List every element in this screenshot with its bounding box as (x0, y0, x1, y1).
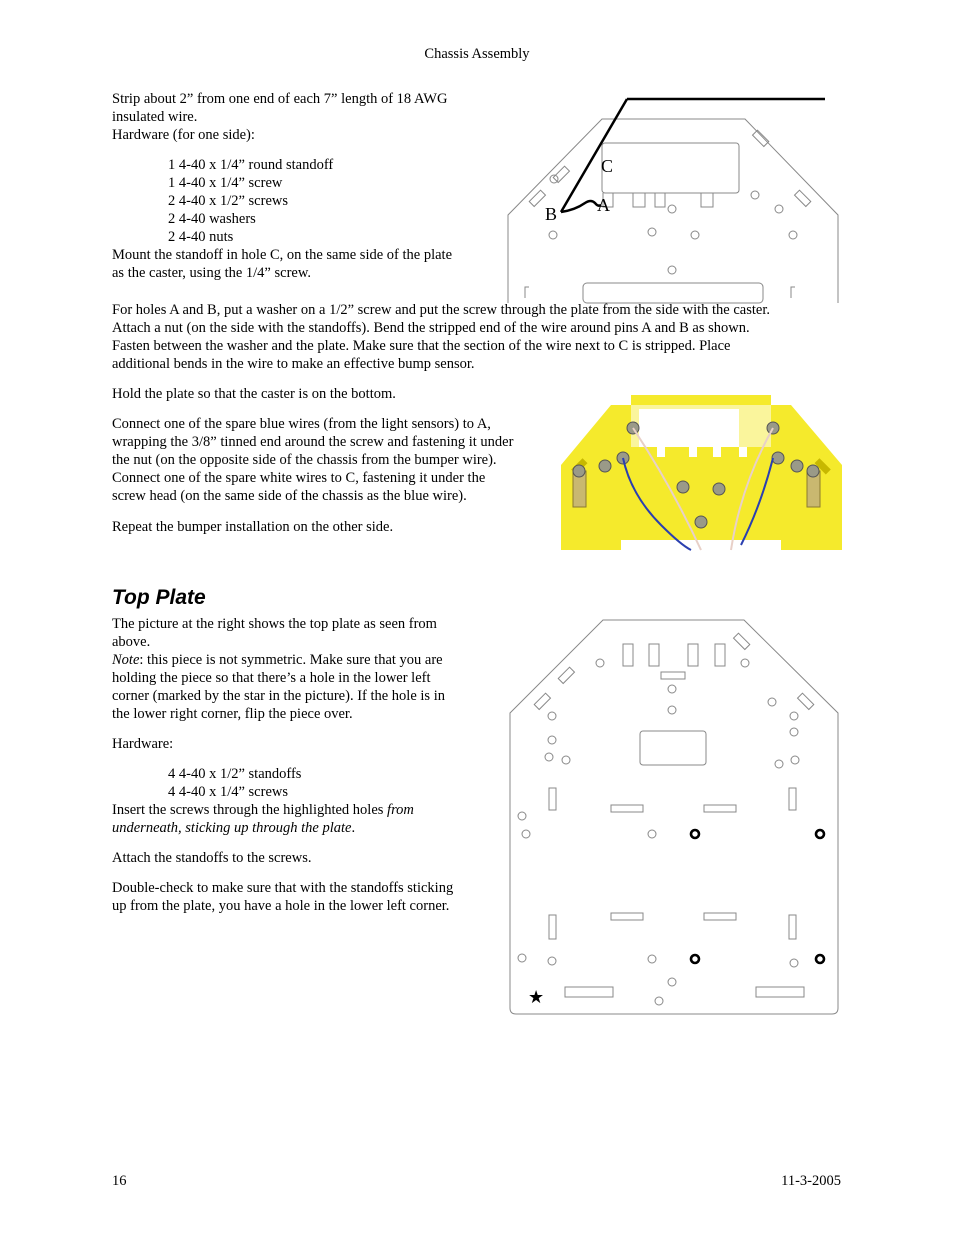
insert-emphasis-2: underneath, sticking up through the plate (112, 820, 352, 836)
bumper-plate-diagram (505, 95, 835, 305)
page-number: 16 (112, 1173, 127, 1189)
top-plate-text (112, 615, 492, 915)
hold-paragraph: Hold the plate so that the caster is on the bottom. (112, 386, 396, 402)
text-line: corner (marked by the star in the picture). If the hole is in (112, 688, 445, 704)
highlighted-hole (816, 830, 824, 838)
top-plate-diagram (508, 618, 840, 1016)
text-line: Mount the standoff in hole C, on the same side of the plate (112, 247, 453, 263)
text-line: as the caster, using the 1/4” screw. (112, 265, 311, 281)
list-item: 1 4-40 x 1/4” round standoff (168, 157, 334, 173)
text-line: Double-check to make sure that with the standoffs sticking (112, 880, 454, 896)
text-line: the lower right corner, flip the piece over. (112, 706, 353, 722)
text-line: Attach a nut (on the side with the standoffs). Bend the stripped end of the wire around pins A and B as shown. (112, 320, 750, 336)
label-b: B (545, 204, 558, 224)
text-line: screw head (on the same side of the chassis as the blue wire). (112, 488, 467, 504)
text-line: above. (112, 634, 151, 650)
highlighted-hole (691, 830, 699, 838)
text-line: additional bends in the wire to make an effective bump sensor. (112, 356, 475, 372)
note-text: : this piece is not symmetric. Make sure that you are (139, 652, 443, 668)
yellow-plate-photo (561, 395, 842, 550)
list-item: 2 4-40 x 1/2” screws (168, 193, 289, 209)
text-line: Fasten between the washer and the plate. Make sure that the section of the wire next to C is stripped. Place (112, 338, 731, 354)
section-heading-top-plate: Top Plate (112, 586, 206, 609)
text-line: The picture at the right shows the top plate as seen from (112, 616, 437, 632)
list-item: 4 4-40 x 1/2” standoffs (168, 766, 302, 782)
text-line: Strip about 2” from one end of each 7” length of 18 AWG (112, 91, 448, 107)
hardware-list (112, 765, 492, 801)
text-line: the nut (on the opposite side of the chassis from the bumper wire). (112, 452, 497, 468)
repeat-paragraph: Repeat the bumper installation on the other side. (112, 519, 394, 535)
list-item: 1 4-40 x 1/4” screw (168, 175, 283, 191)
list-item: 4 4-40 x 1/4” screws (168, 784, 289, 800)
strip-instructions (112, 90, 492, 282)
holes-paragraph (112, 301, 852, 373)
note-line (112, 651, 492, 669)
insert-text: Insert the screws through the highlighted holes (112, 802, 388, 818)
text-line: Hardware (for one side): (112, 127, 255, 143)
label-c: C (601, 156, 614, 176)
star-icon: ★ (528, 987, 545, 1008)
insert-line-2 (112, 819, 492, 837)
page-date: 11-3-2005 (781, 1173, 841, 1189)
label-a: A (597, 195, 610, 215)
text-line: Connect one of the spare white wires to C, fastening it under the (112, 470, 486, 486)
text-line: wrapping the 3/8” tinned end around the screw and fastening it under (112, 434, 514, 450)
list-item: 2 4-40 washers (168, 211, 256, 227)
insert-line (112, 801, 492, 819)
hardware-list (112, 156, 492, 246)
text-line: up from the plate, you have a hole in the lower left corner. (112, 898, 450, 914)
insert-period: . (351, 820, 356, 836)
text-line: insulated wire. (112, 109, 198, 125)
text-line: Connect one of the spare blue wires (from the light sensors) to A, (112, 416, 491, 432)
highlighted-hole (691, 955, 699, 963)
list-item: 2 4-40 nuts (168, 229, 234, 245)
insert-emphasis: from (387, 802, 414, 818)
page-header: Chassis Assembly (424, 46, 530, 62)
highlighted-hole (816, 955, 824, 963)
attach-paragraph: Attach the standoffs to the screws. (112, 850, 312, 866)
hardware-label: Hardware: (112, 736, 174, 752)
text-line: holding the piece so that there’s a hole in the lower left (112, 670, 431, 686)
connect-paragraph (112, 415, 552, 505)
note-label: Note (112, 652, 140, 668)
text-line: For holes A and B, put a washer on a 1/2” screw and put the screw through the plate from the side with the caster. (112, 302, 770, 318)
